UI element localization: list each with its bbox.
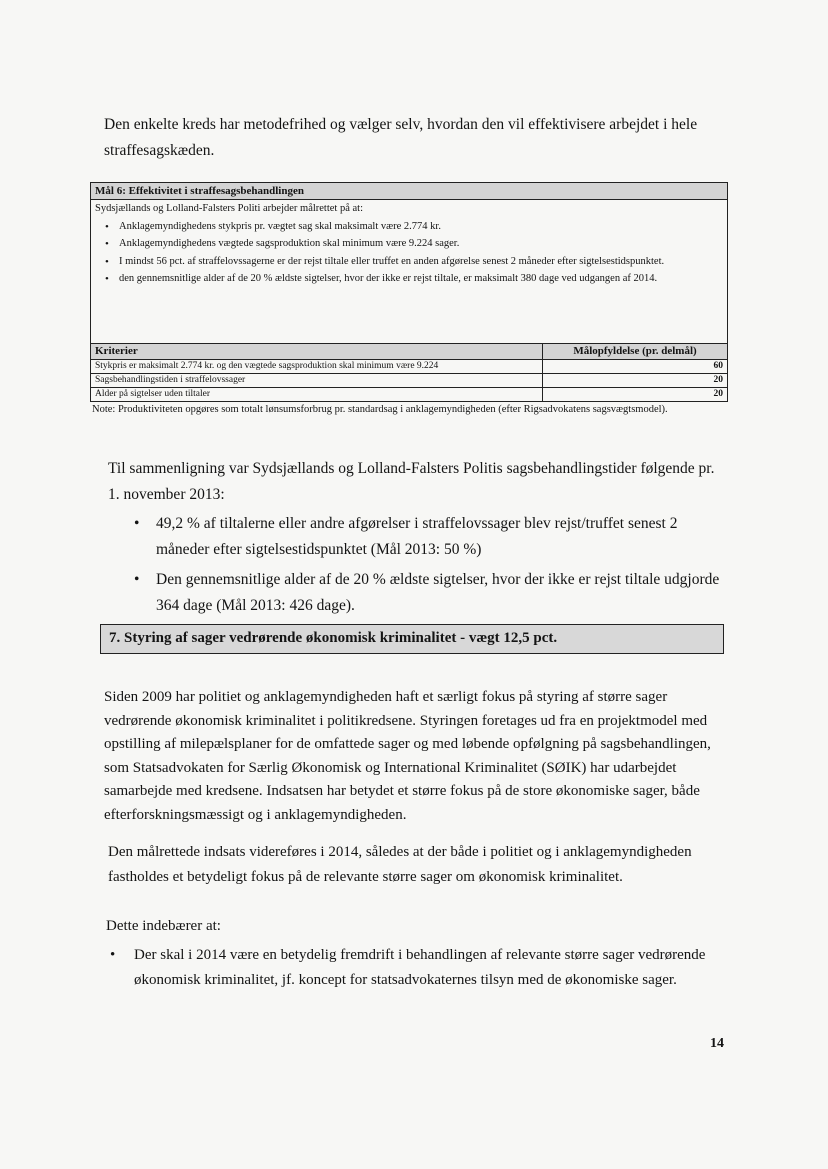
goal-bullet: • Anklagemyndighedens stykpris pr. vægtet sag skal maksimalt være 2.774 kr. [105,220,719,235]
table-note: Note: Produktiviteten opgøres som totalt lønsumsforbrug pr. standardsag i anklagemyndigheden (efter Rigsadvokatens sagsvægtsmodel). [92,404,668,415]
weight-column-header: Målopfyldelse (pr. delmål) [543,344,728,360]
comparison-lead: Til sammenligning var Sydsjællands og Lolland-Falsters Politis sagsbehandlingstider følgende pr. 1. november 2013: [108,460,715,503]
weight-cell: 20 [543,388,728,402]
goal-bullet: • den gennemsnitlige alder af de 20 % ældste sigtelser, hvor der ikke er rejst tiltale, er maksimalt 380 dage ved udgangen af 2014. [105,272,719,287]
goal-bullet-list [91,220,727,287]
body-bullet-list [106,943,726,993]
body-paragraph-3 [106,914,726,993]
criteria-table [91,343,727,401]
section-7-heading-bar [100,624,724,654]
comparison-block [108,456,728,623]
table-row [91,388,727,402]
weight-cell: 20 [543,374,728,388]
comparison-item: • 49,2 % af tiltalerne eller andre afgørelser i straffelovssager blev rejst/truffet senest 2 måneder efter sigtelsestidspunktet (Mål 2013: 50 %) [134,511,728,563]
table-row [91,374,727,388]
criteria-cell: Alder på sigtelser uden tiltaler [91,388,543,402]
goal-box-intro: Sydsjællands og Lolland-Falsters Politi arbejder målrettet på at: [95,203,363,214]
criteria-table-header [91,344,727,360]
comparison-list [108,511,728,619]
comparison-item: • Den gennemsnitlige alder af de 20 % ældste sigtelser, hvor der ikke er rejst tiltale udgjorde 364 dage (Mål 2013: 426 dage). [134,567,728,619]
weight-cell: 60 [543,360,728,374]
body-paragraph-2: Den målrettede indsats videreføres i 2014, således at der både i politiet og i anklagemyndigheden fastholdes et betydeligt fokus på de relevante større sager om økonomisk kriminalitet. [108,844,692,885]
goal-bullet: • I mindst 56 pct. af straffelovssagerne er der rejst tiltale eller truffet en anden afgørelse senest 2 måneder efter sigtelsestidspunktet. [105,255,719,270]
page-number: 14 [710,1036,724,1051]
goal-bullet: • Anklagemyndighedens vægtede sagsproduktion skal minimum være 9.224 sager. [105,237,719,252]
goal-box-header: Mål 6: Effektivitet i straffesagsbehandlingen [91,183,727,200]
criteria-cell: Sagsbehandlingstiden i straffelovssager [91,374,543,388]
goal-6-box [90,182,728,402]
criteria-cell: Stykpris er maksimalt 2.774 kr. og den vægtede sagsproduktion skal minimum være 9.224 [91,360,543,374]
body-paragraph-3-lead: Dette indebærer at: [106,918,221,934]
body-paragraph-1: Siden 2009 har politiet og anklagemyndigheden haft et særligt fokus på styring af større sager vedrørende økonomisk kriminalitet i politikredsene. Styringen foretages ud fra en projektmodel med opstilling af milepælsplaner for de omfattede sager og med løbende opfølgning på sagsbehandlingen, som Statsadvokaten for Særlig Økonomisk og International Kriminalitet (SØIK) har udarbejdet samarbejde med kredsene. Indsatsen har betydet et større fokus på de store økonomiske sager, både efterforskningsmæssigt og i anklagemyndigheden. [104,689,711,823]
criteria-column-header: Kriterier [91,344,543,360]
body-bullet: • Der skal i 2014 være en betydelig fremdrift i behandlingen af relevante større sager vedrørende økonomisk kriminalitet, jf. koncept for statsadvokaternes tilsyn med de økonomiske sager. [106,943,726,993]
intro-paragraph: Den enkelte kreds har metodefrihed og vælger selv, hvordan den vil effektivisere arbejdet i hele straffesagskæden. [104,116,698,159]
table-row [91,360,727,374]
section-title: 7. Styring af sager vedrørende økonomisk kriminalitet - vægt 12,5 pct. [109,630,558,646]
